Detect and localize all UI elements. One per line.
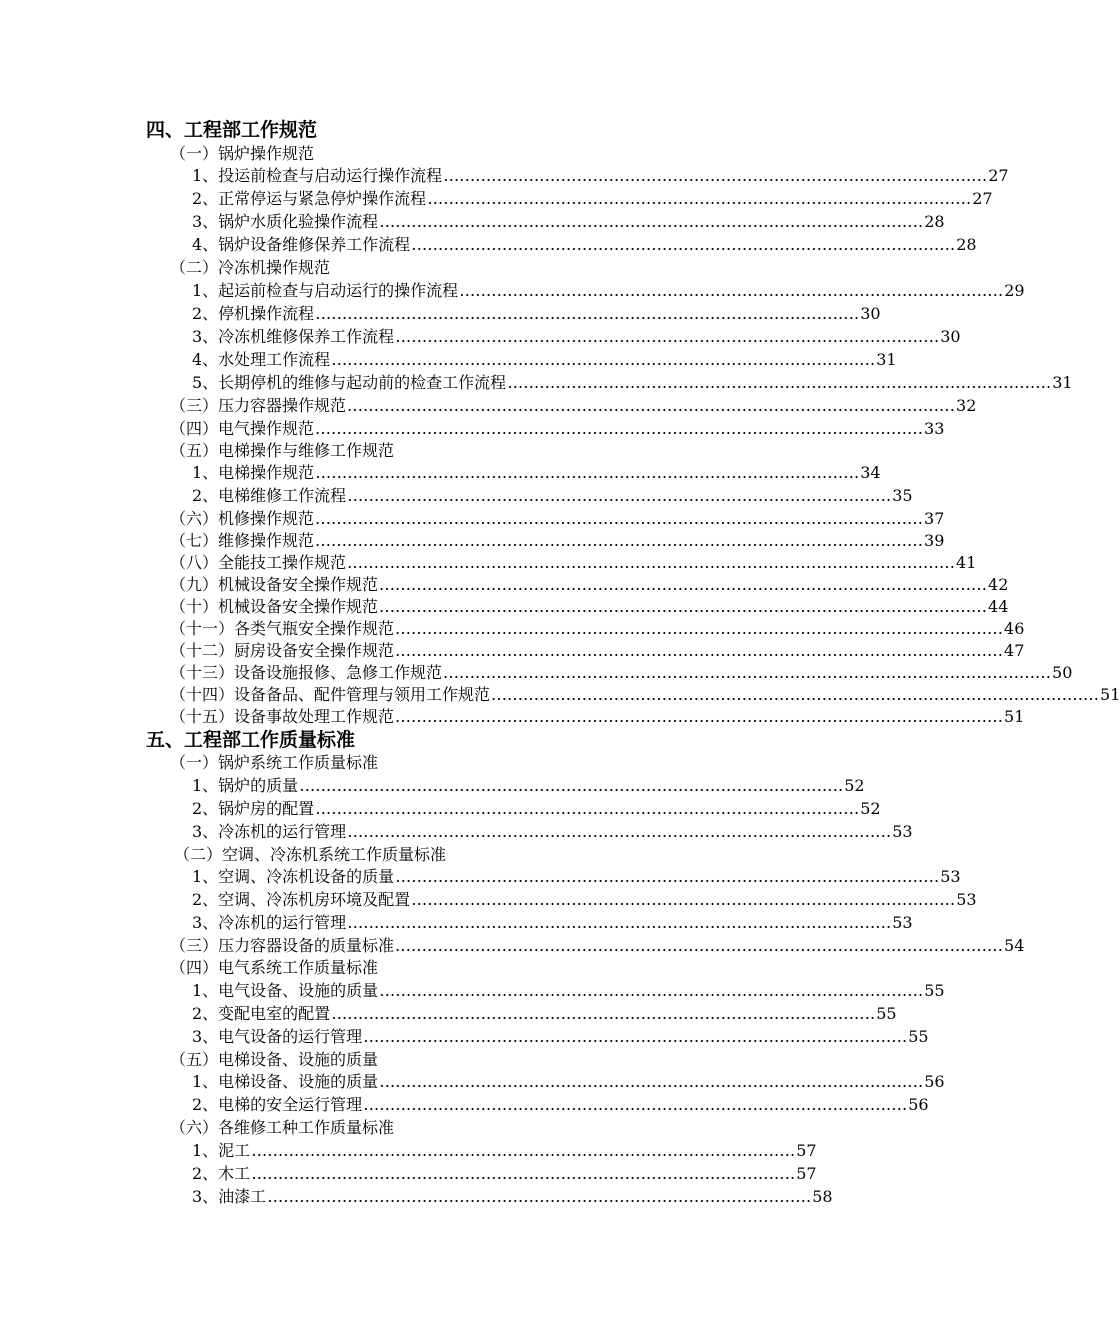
toc-entry-page: 31 bbox=[1052, 373, 1073, 392]
toc-entry[interactable] bbox=[192, 485, 913, 507]
toc-entry-page: 44 bbox=[988, 597, 1009, 616]
toc-entry-title: 1、锅炉的质量 bbox=[192, 776, 299, 795]
leader-dots: ………………………………………………………………………………………… bbox=[379, 212, 924, 231]
toc-entry-title: 2、正常停运与紧急停炉操作流程 bbox=[192, 189, 427, 208]
toc-entry-page: 30 bbox=[860, 304, 881, 323]
toc-entry-page: 53 bbox=[892, 913, 913, 932]
toc-entry-page: 42 bbox=[988, 575, 1009, 594]
toc-entry-page: 57 bbox=[796, 1164, 817, 1183]
leader-dots: ………………………………………………………………………………………… bbox=[395, 867, 940, 886]
toc-entry-page: 56 bbox=[924, 1072, 945, 1091]
toc-entry-title: 2、变配电室的配置 bbox=[192, 1004, 331, 1023]
leader-dots: ………………………………………………………………………………………… bbox=[299, 776, 844, 795]
toc-entry[interactable] bbox=[192, 280, 1025, 302]
leader-dots: …………………………………………………………………………………………………… bbox=[379, 575, 988, 594]
toc-entry-title: 2、电梯维修工作流程 bbox=[192, 486, 347, 505]
toc-entry[interactable] bbox=[192, 798, 881, 820]
toc-entry-page: 30 bbox=[940, 327, 961, 346]
toc-entry-page: 31 bbox=[876, 350, 897, 369]
leader-dots: …………………………………………………………………………………………………… bbox=[395, 707, 1004, 726]
leader-dots: …………………………………………………………………………………………………… bbox=[315, 531, 924, 550]
toc-entry[interactable] bbox=[192, 1163, 817, 1185]
toc-entry-page: 51 bbox=[1100, 685, 1120, 704]
toc-entry-page: 34 bbox=[860, 463, 881, 482]
toc-entry-title: 3、电气设备的运行管理 bbox=[192, 1027, 363, 1046]
toc-entry[interactable] bbox=[192, 821, 913, 843]
leader-dots: …………………………………………………………………………………………………… bbox=[315, 419, 924, 438]
toc-entry-title: 1、电气设备、设施的质量 bbox=[192, 981, 379, 1000]
toc-entry-page: 41 bbox=[956, 553, 977, 572]
toc-entry-title: 4、锅炉设备维修保养工作流程 bbox=[192, 235, 411, 254]
leader-dots: …………………………………………………………………………………………………… bbox=[491, 685, 1100, 704]
toc-entry-title: 1、泥工 bbox=[192, 1141, 251, 1160]
leader-dots: ………………………………………………………………………………………… bbox=[251, 1141, 796, 1160]
toc-entry-page: 55 bbox=[876, 1004, 897, 1023]
section-label: （五）电梯操作与维修工作规范 bbox=[170, 441, 395, 460]
toc-entry-title: 3、冷冻机维修保养工作流程 bbox=[192, 327, 395, 346]
chapter-heading-4: 四、工程部工作规范 bbox=[146, 119, 318, 141]
toc-entry-title: （九）机械设备安全操作规范 bbox=[170, 575, 379, 594]
toc-entry[interactable] bbox=[192, 188, 993, 210]
leader-dots: ………………………………………………………………………………………… bbox=[267, 1187, 812, 1206]
toc-entry-title: 2、电梯的安全运行管理 bbox=[192, 1095, 363, 1114]
toc-entry[interactable] bbox=[192, 1140, 817, 1162]
section-label: （二）冷冻机操作规范 bbox=[170, 258, 331, 277]
section-label: （四）电气系统工作质量标准 bbox=[170, 958, 379, 977]
toc-entry-title: （八）全能技工操作规范 bbox=[170, 553, 347, 572]
toc-entry-title: （十四）设备备品、配件管理与领用工作规范 bbox=[170, 685, 491, 704]
leader-dots: ………………………………………………………………………………………… bbox=[315, 463, 860, 482]
leader-dots: ………………………………………………………………………………………… bbox=[331, 350, 876, 369]
toc-entry-title: 2、木工 bbox=[192, 1164, 251, 1183]
toc-entry[interactable] bbox=[170, 640, 1025, 662]
toc-entry-page: 29 bbox=[1004, 281, 1025, 300]
toc-entry[interactable] bbox=[192, 1071, 945, 1093]
leader-dots: ………………………………………………………………………………………… bbox=[395, 327, 940, 346]
toc-entry-page: 57 bbox=[796, 1141, 817, 1160]
toc-entry-page: 53 bbox=[892, 822, 913, 841]
toc-entry[interactable] bbox=[192, 1026, 929, 1048]
leader-dots: ………………………………………………………………………………………… bbox=[251, 1164, 796, 1183]
leader-dots: ………………………………………………………………………………………… bbox=[347, 822, 892, 841]
leader-dots: ………………………………………………………………………………………… bbox=[443, 166, 988, 185]
toc-entry-title: （七）维修操作规范 bbox=[170, 531, 315, 550]
toc-entry-title: （十二）厨房设备安全操作规范 bbox=[170, 641, 395, 660]
toc-entry-title: 2、停机操作流程 bbox=[192, 304, 315, 323]
leader-dots: …………………………………………………………………………………………………… bbox=[347, 553, 956, 572]
toc-entry[interactable] bbox=[192, 462, 881, 484]
toc-entry-page: 50 bbox=[1052, 663, 1073, 682]
section-label: （六）各维修工种工作质量标准 bbox=[170, 1118, 395, 1137]
leader-dots: ………………………………………………………………………………………… bbox=[363, 1095, 908, 1114]
toc-entry-title: 1、电梯操作规范 bbox=[192, 463, 315, 482]
toc-entry-page: 53 bbox=[940, 867, 961, 886]
toc-entry[interactable] bbox=[192, 303, 881, 325]
toc-entry-title: 2、空调、冷冻机房环境及配置 bbox=[192, 890, 411, 909]
toc-entry-page: 58 bbox=[812, 1187, 833, 1206]
toc-entry[interactable] bbox=[192, 775, 865, 797]
toc-entry[interactable] bbox=[170, 395, 977, 417]
leader-dots: ………………………………………………………………………………………… bbox=[379, 981, 924, 1000]
toc-entry-title: 1、投运前检查与启动运行操作流程 bbox=[192, 166, 443, 185]
toc-entry[interactable] bbox=[192, 211, 945, 233]
leader-dots: …………………………………………………………………………………………………… bbox=[395, 619, 1004, 638]
leader-dots: ………………………………………………………………………………………… bbox=[411, 890, 956, 909]
leader-dots: ………………………………………………………………………………………… bbox=[347, 486, 892, 505]
toc-entry[interactable] bbox=[192, 234, 977, 256]
chapter-heading-5: 五、工程部工作质量标准 bbox=[146, 729, 356, 751]
leader-dots: …………………………………………………………………………………………………… bbox=[395, 641, 1004, 660]
section-label: （一）锅炉系统工作质量标准 bbox=[170, 753, 379, 772]
leader-dots: …………………………………………………………………………………………………… bbox=[443, 663, 1052, 682]
leader-dots: …………………………………………………………………………………………………… bbox=[379, 597, 988, 616]
toc-entry[interactable] bbox=[170, 574, 1009, 596]
toc-entry-page: 37 bbox=[924, 509, 945, 528]
toc-entry-title: （三）压力容器操作规范 bbox=[170, 396, 347, 415]
toc-entry-page: 54 bbox=[1004, 936, 1025, 955]
toc-entry[interactable] bbox=[170, 684, 1120, 706]
toc-entry-title: （十一）各类气瓶安全操作规范 bbox=[170, 619, 395, 638]
toc-entry[interactable] bbox=[170, 706, 1025, 728]
leader-dots: ………………………………………………………………………………………… bbox=[379, 1072, 924, 1091]
toc-entry[interactable] bbox=[192, 165, 1009, 187]
toc-entry[interactable] bbox=[192, 326, 961, 348]
toc-entry[interactable] bbox=[192, 1094, 929, 1116]
leader-dots: …………………………………………………………………………………………………… bbox=[395, 936, 1004, 955]
toc-entry-page: 27 bbox=[988, 166, 1009, 185]
toc-entry-title: 5、长期停机的维修与起动前的检查工作流程 bbox=[192, 373, 507, 392]
toc-entry-title: 3、锅炉水质化验操作流程 bbox=[192, 212, 379, 231]
toc-entry-title: 1、电梯设备、设施的质量 bbox=[192, 1072, 379, 1091]
toc-entry-title: 3、油漆工 bbox=[192, 1187, 267, 1206]
toc-entry[interactable] bbox=[192, 912, 913, 934]
leader-dots: …………………………………………………………………………………………………… bbox=[347, 396, 956, 415]
toc-entry[interactable] bbox=[192, 349, 897, 371]
toc-entry-page: 46 bbox=[1004, 619, 1025, 638]
toc-entry-title: （十三）设备设施报修、急修工作规范 bbox=[170, 663, 443, 682]
toc-entry-page: 47 bbox=[1004, 641, 1025, 660]
toc-entry-page: 53 bbox=[956, 890, 977, 909]
toc-entry-title: 2、锅炉房的配置 bbox=[192, 799, 315, 818]
toc-entry-page: 27 bbox=[972, 189, 993, 208]
toc-entry-title: （十五）设备事故处理工作规范 bbox=[170, 707, 395, 726]
toc-entry-page: 28 bbox=[924, 212, 945, 231]
leader-dots: ………………………………………………………………………………………… bbox=[427, 189, 972, 208]
toc-entry-page: 52 bbox=[860, 799, 881, 818]
toc-entry-title: （六）机修操作规范 bbox=[170, 509, 315, 528]
toc-entry[interactable] bbox=[192, 889, 977, 911]
toc-entry-page: 55 bbox=[924, 981, 945, 1000]
toc-entry-page: 51 bbox=[1004, 707, 1025, 726]
leader-dots: ………………………………………………………………………………………… bbox=[363, 1027, 908, 1046]
section-label: （一）锅炉操作规范 bbox=[170, 144, 315, 163]
toc-entry[interactable] bbox=[170, 508, 945, 530]
leader-dots: ………………………………………………………………………………………… bbox=[507, 373, 1052, 392]
toc-entry[interactable] bbox=[170, 935, 1025, 957]
leader-dots: ………………………………………………………………………………………… bbox=[459, 281, 1004, 300]
toc-entry[interactable] bbox=[170, 552, 977, 574]
toc-entry[interactable] bbox=[192, 866, 961, 888]
toc-entry-page: 28 bbox=[956, 235, 977, 254]
toc-entry-title: 4、水处理工作流程 bbox=[192, 350, 331, 369]
toc-entry-title: 1、空调、冷冻机设备的质量 bbox=[192, 867, 395, 886]
toc-entry-page: 35 bbox=[892, 486, 913, 505]
section-label: （五）电梯设备、设施的质量 bbox=[170, 1050, 379, 1069]
leader-dots: ………………………………………………………………………………………… bbox=[411, 235, 956, 254]
toc-entry-page: 56 bbox=[908, 1095, 929, 1114]
toc-entry-title: 3、冷冻机的运行管理 bbox=[192, 822, 347, 841]
toc-entry[interactable] bbox=[192, 980, 945, 1002]
section-label: （二）空调、冷冻机系统工作质量标准 bbox=[174, 845, 447, 864]
toc-entry-page: 39 bbox=[924, 531, 945, 550]
toc-entry-title: （十）机械设备安全操作规范 bbox=[170, 597, 379, 616]
toc-entry[interactable] bbox=[170, 596, 1009, 618]
toc-entry[interactable] bbox=[170, 418, 945, 440]
toc-entry[interactable] bbox=[192, 1186, 833, 1208]
toc-entry-title: （三）压力容器设备的质量标准 bbox=[170, 936, 395, 955]
toc-entry[interactable] bbox=[170, 662, 1073, 684]
toc-entry[interactable] bbox=[170, 618, 1025, 640]
leader-dots: ………………………………………………………………………………………… bbox=[315, 799, 860, 818]
toc-entry-page: 52 bbox=[844, 776, 865, 795]
toc-entry-title: （四）电气操作规范 bbox=[170, 419, 315, 438]
toc-entry-title: 1、起运前检查与启动运行的操作流程 bbox=[192, 281, 459, 300]
leader-dots: ………………………………………………………………………………………… bbox=[347, 913, 892, 932]
toc-entry-page: 32 bbox=[956, 396, 977, 415]
leader-dots: …………………………………………………………………………………………………… bbox=[315, 509, 924, 528]
toc-entry-title: 3、冷冻机的运行管理 bbox=[192, 913, 347, 932]
toc-entry[interactable] bbox=[192, 1003, 897, 1025]
toc-entry[interactable] bbox=[170, 530, 945, 552]
toc-entry[interactable] bbox=[192, 372, 1073, 394]
toc-entry-page: 33 bbox=[924, 419, 945, 438]
leader-dots: ………………………………………………………………………………………… bbox=[315, 304, 860, 323]
toc-entry-page: 55 bbox=[908, 1027, 929, 1046]
leader-dots: ………………………………………………………………………………………… bbox=[331, 1004, 876, 1023]
